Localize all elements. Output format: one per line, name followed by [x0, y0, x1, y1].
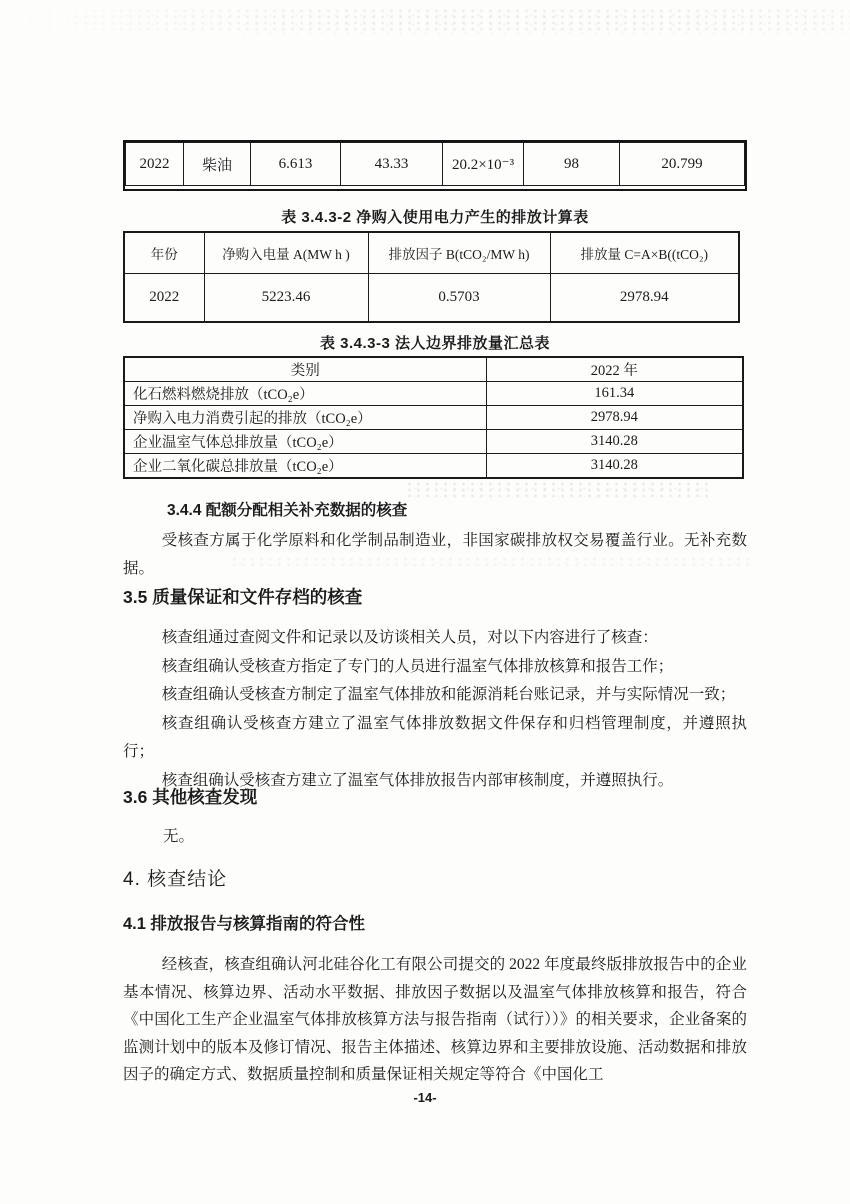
table-cell: 20.799	[620, 143, 745, 186]
table-cell: 6.613	[251, 143, 341, 186]
table-row	[124, 454, 743, 479]
table-cell-value: 2978.94	[486, 406, 743, 430]
electricity-emission-table	[123, 231, 740, 323]
table-cell-category: 企业温室气体总排放量（tCO₂e）	[124, 430, 486, 454]
scan-ghost-text-artifact	[405, 481, 710, 497]
column-header: 排放因子 B(tCO₂/MW h)	[368, 232, 550, 274]
section-3-6	[123, 784, 747, 846]
section-paragraph: 核查组通过查阅文件和记录以及访谈相关人员，对以下内容进行了核查：	[161, 629, 658, 646]
table-row	[124, 406, 743, 430]
section-paragraph: 核查组确认受核查方制定了温室气体排放和能源消耗台账记录，并与实际情况一致；	[161, 686, 736, 704]
table-header-row	[124, 357, 743, 382]
column-header: 净购入电量 A(MW h )	[204, 232, 368, 274]
section-4-1	[123, 910, 747, 1089]
table-cell-category: 企业二氧化碳总排放量（tCO₂e）	[124, 454, 486, 479]
section-paragraph: 经核查，核查组确认河北硅谷化工有限公司提交的 2022 年度最终版排放报告中的企业基本情况、核算边界、活动水平数据、排放因子数据以及温室气体排放核算和报告，符合《中国化工生产企业温室气体排放核算方法与报告指南（试行））》的相关要求，企业备案的监测计划中的版本及修订情况、报告主体描述、核算边界和主要排放设施、活动数据和排放因子的确定方式、数据质量控制和质量保证相关规定等符合《中国化工	[123, 956, 747, 1084]
table-cell-category: 净购入电力消费引起的排放（tCO₂e）	[124, 406, 486, 430]
summary-table-caption: 表 3.4.3-3 法人边界排放量汇总表	[319, 335, 551, 352]
table-cell-year: 2022	[126, 143, 184, 186]
table-cell-value: 3140.28	[486, 430, 743, 454]
section-paragraph: 核查组确认受核查方建立了温室气体排放报告内部审核制度，并遵照执行。	[161, 771, 674, 789]
table-cell-year: 2022	[124, 274, 204, 323]
table-row	[126, 143, 745, 186]
column-header-category: 类别	[124, 357, 486, 382]
table-cell: 20.2×10⁻³	[443, 143, 524, 186]
table-cell: 98	[524, 143, 620, 186]
table-cell: 2978.94	[550, 274, 739, 323]
section-heading: 4.1 排放报告与核算指南的符合性	[123, 915, 366, 933]
section-paragraph: 无。	[163, 828, 195, 845]
chapter-heading: 4. 核查结论	[123, 869, 228, 890]
table-cell-value: 3140.28	[486, 454, 743, 479]
table-cell-fuel-type: 柴油	[184, 143, 251, 186]
table-row	[124, 430, 743, 454]
table-row	[124, 382, 743, 406]
section-heading: 3.4.4 配额分配相关补充数据的核查	[167, 502, 408, 519]
page-number: -14-	[413, 1090, 437, 1105]
column-header: 年份	[124, 232, 204, 274]
section-heading: 3.6 其他核查发现	[123, 787, 258, 807]
section-paragraph: 受核查方属于化学原料和化学制品制造业，非国家碳排放权交易覆盖行业。无补充数据。	[123, 532, 747, 577]
section-paragraph: 核查组确认受核查方建立了温室气体排放数据文件保存和归档管理制度，并遵照执行；	[123, 714, 747, 761]
table-cell: 5223.46	[204, 274, 368, 323]
table-cell: 0.5703	[368, 274, 550, 323]
fuel-emission-table	[123, 140, 747, 191]
boundary-emission-summary-table	[123, 356, 744, 479]
table-header-row	[124, 232, 739, 274]
section-3-5	[123, 584, 747, 796]
column-header: 排放量 C=A×B((tCO₂)	[550, 232, 739, 274]
table-row	[124, 274, 739, 323]
scan-noise-artifact	[0, 8, 850, 34]
section-paragraph: 核查组确认受核查方指定了专门的人员进行温室气体排放核算和报告工作；	[161, 657, 674, 675]
table-cell-category: 化石燃料燃烧排放（tCO₂e）	[124, 382, 486, 406]
section-heading: 3.5 质量保证和文件存档的核查	[123, 587, 363, 607]
section-3-4-4	[123, 498, 747, 583]
electricity-table-caption: 表 3.4.3-2 净购入使用电力产生的排放计算表	[281, 209, 589, 226]
column-header-year: 2022 年	[486, 357, 743, 382]
section-4	[123, 864, 747, 891]
table-cell-value: 161.34	[486, 382, 743, 406]
table-cell: 43.33	[341, 143, 443, 186]
